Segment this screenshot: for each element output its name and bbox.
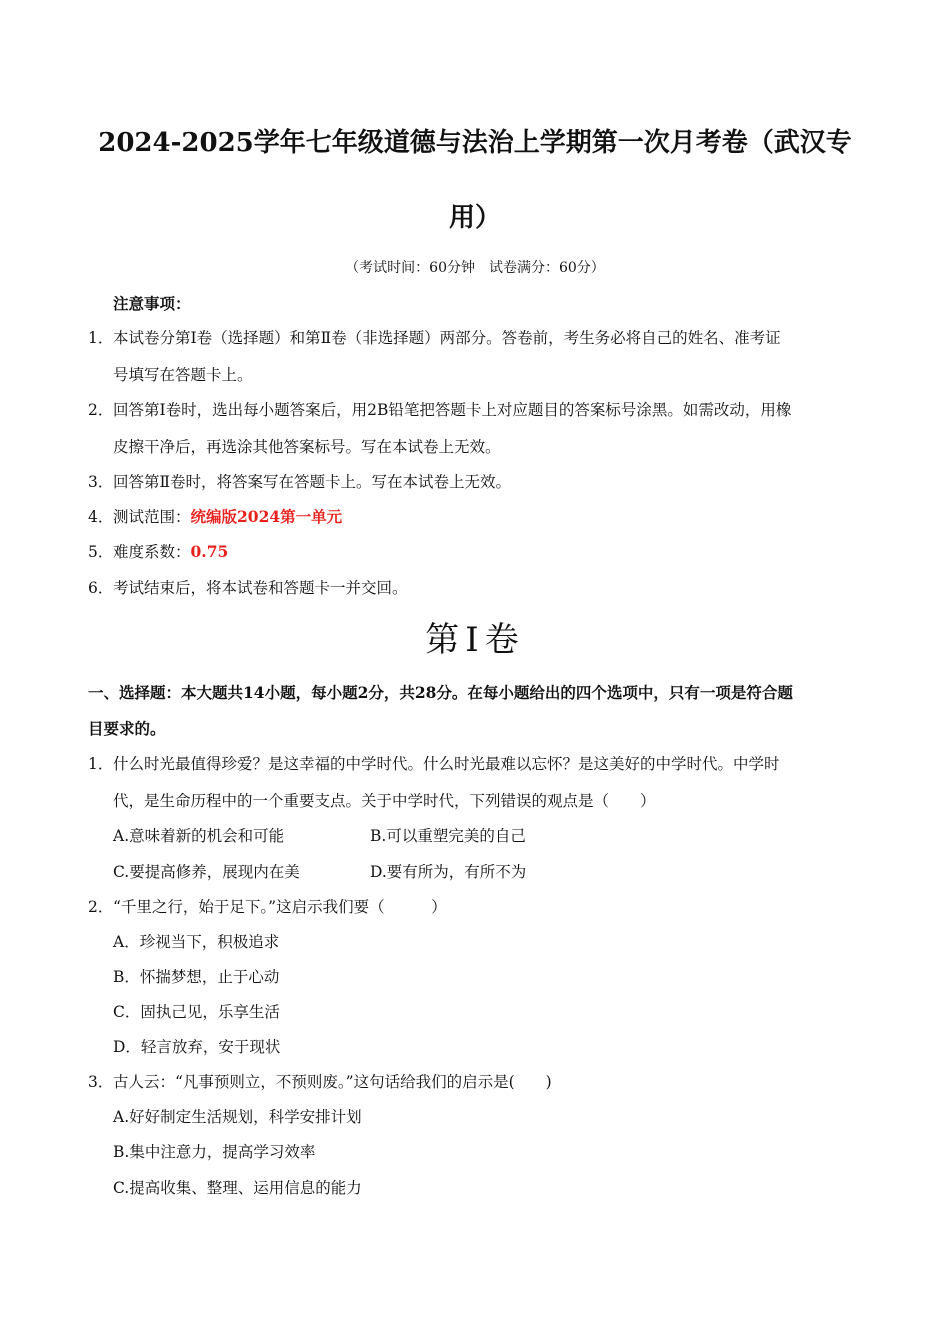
note-3-num: 3． (88, 473, 114, 491)
note-5-label: 难度系数： (113, 543, 191, 561)
q2-num: 2． (88, 898, 114, 916)
test-scope-value: 统编版2024第一单元 (190, 507, 343, 526)
note-6-line1: 考试结束后，将本试卷和答题卡一并交回。 (113, 579, 408, 597)
q1-option-d: D.要有所为，有所不为 (370, 863, 527, 881)
note-2-line2: 皮擦干净后，再选涂其他答案标号。写在本试卷上无效。 (113, 438, 501, 456)
note-1-num: 1． (88, 329, 114, 347)
q3-option-c: C.提高收集、整理、运用信息的能力 (113, 1179, 362, 1197)
note-5 (113, 540, 228, 562)
note-4-num: 4． (88, 508, 114, 526)
section1-line2: 目要求的。 (88, 719, 166, 738)
q3-option-b: B.集中注意力，提高学习效率 (113, 1143, 316, 1161)
q2-stem: “千里之行，始于足下。”这启示我们要（ ） (113, 898, 447, 916)
q2-option-c: C．固执己见，乐享生活 (113, 1003, 280, 1021)
q1-option-a: A.意味着新的机会和可能 (113, 827, 285, 845)
exam-info: （考试时间：60分钟 试卷满分：60分） (345, 260, 605, 276)
note-2-line1: 回答第Ⅰ卷时，选出每小题答案后，用2B铅笔把答题卡上对应题目的答案标号涂黑。如需改动，用橡 (113, 401, 792, 419)
q1-num: 1． (88, 755, 114, 773)
note-2-num: 2． (88, 401, 114, 419)
note-6-num: 6． (88, 579, 114, 597)
notes-heading: 注意事项： (113, 294, 191, 313)
q1-stem-line1: 什么时光最值得珍爱？是这幸福的中学时代。什么时光最难以忘怀？是这美好的中学时代。中学时 (113, 755, 780, 773)
note-4 (113, 505, 342, 527)
difficulty-value: 0.75 (190, 542, 229, 561)
note-1-line1: 本试卷分第Ⅰ卷（选择题）和第Ⅱ卷（非选择题）两部分。答卷前，考生务必将自己的姓名、准考证 (113, 329, 781, 347)
q1-option-b: B.可以重塑完美的自己 (370, 827, 526, 845)
note-5-num: 5． (88, 543, 114, 561)
q3-num: 3． (88, 1073, 114, 1091)
q3-stem: 古人云：“凡事预则立，不预则废。”这句话给我们的启示是( ) (113, 1073, 552, 1091)
note-4-label: 测试范围： (113, 508, 191, 526)
q2-option-b: B．怀揣梦想，止于心动 (113, 968, 280, 986)
exam-title-line1: 2024-2025学年七年级道德与法治上学期第一次月考卷（武汉专 (98, 128, 852, 158)
q2-option-d: D．轻言放弃，安于现状 (113, 1038, 281, 1056)
note-1-line2: 号填写在答题卡上。 (113, 366, 253, 384)
q3-option-a: A.好好制定生活规划，科学安排计划 (113, 1108, 362, 1126)
q1-option-c: C.要提高修养，展现内在美 (113, 863, 300, 881)
section1-line1: 一、选择题：本大题共14小题，每小题2分，共28分。在每小题给出的四个选项中，只有一项是符合题 (88, 683, 793, 702)
volume-title: 第Ⅰ卷 (425, 620, 525, 660)
note-3-line1: 回答第Ⅱ卷时，将答案写在答题卡上。写在本试卷上无效。 (113, 473, 512, 491)
q2-option-a: A．珍视当下，积极追求 (113, 933, 280, 951)
exam-title-line2: 用） (448, 203, 501, 233)
q1-stem-line2: 代，是生命历程中的一个重要支点。关于中学时代，下列错误的观点是（ ） (113, 792, 656, 810)
